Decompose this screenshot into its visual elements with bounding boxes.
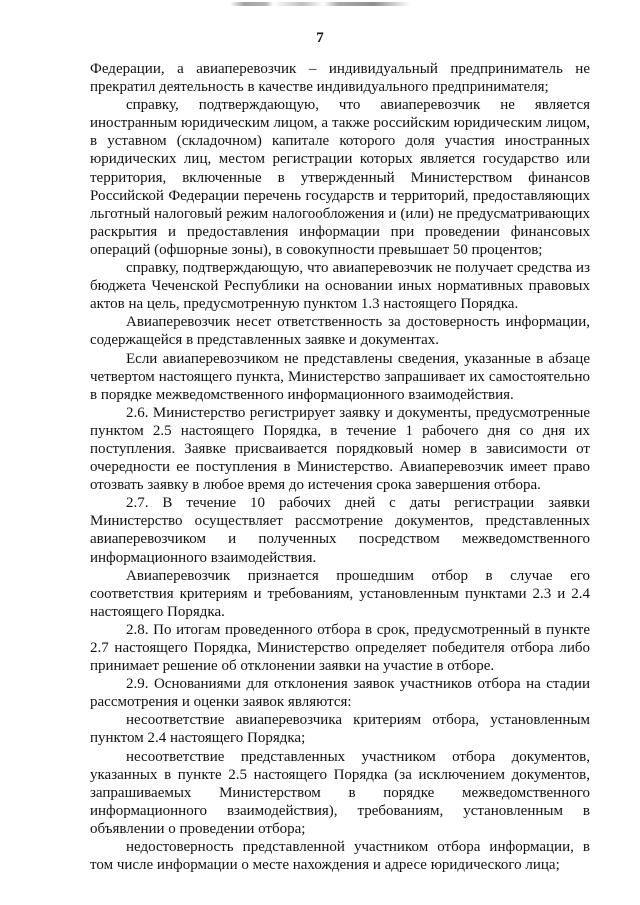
page-number: 7: [316, 30, 324, 46]
scan-artifact: [230, 2, 410, 6]
paragraph-documents-mismatch: несоответствие представленных участником отбора документов, указанных в пункте 2.5 настоящего Порядка (за исключением документов, запрашиваемых Министерством в порядке межведомственного информационного взаимодействия), требованиям, установленным в объявлении о проведении отбора;: [90, 748, 590, 837]
paragraph-2-9: 2.9. Основаниями для отклонения заявок участников отбора на стадии рассмотрения и оценки заявок являются:: [90, 676, 590, 711]
document-body: [90, 60, 590, 874]
paragraph-selection-passed: Авиаперевозчик признается прошедшим отбор в случае его соответствия критериям и требованиям, установленным пунктами 2.3 и 2.4 настоящего Порядка.: [90, 567, 590, 620]
paragraph-criteria-mismatch: несоответствие авиаперевозчика критериям отбора, установленным пунктом 2.4 настоящего Порядка;: [90, 712, 590, 747]
paragraph-2-7: 2.7. В течение 10 рабочих дней с даты регистрации заявки Министерство осуществляет рассмотрение документов, представленных авиаперевозчиком и полученных посредством межведомственного информационного взаимодействия.: [90, 495, 590, 566]
paragraph-responsibility: Авиаперевозчик несет ответственность за достоверность информации, содержащейся в представленных заявке и документах.: [90, 314, 590, 349]
paragraph-budget-certificate: справку, подтверждающую, что авиаперевозчик не получает средства из бюджета Чеченской Республики на основании иных нормативных правовых актов на цель, предусмотренную пунктом 1.3 настоящего Порядка.: [90, 260, 590, 313]
paragraph-2-6: 2.6. Министерство регистрирует заявку и документы, предусмотренные пунктом 2.5 настоящего Порядка, в течение 1 рабочего дня со дня их поступления. Заявке присваивается порядковый номер в зависимости от очередности ее поступления в Министерство. Авиаперевозчик имеет право отозвать заявку в любое время до истечения срока завершения отбора.: [90, 404, 590, 494]
paragraph-information-unreliability: недостоверность представленной участником отбора информации, в том числе информации о месте нахождения и адресе юридического лица;: [90, 839, 590, 874]
paragraph-continuation: Федерации, а авиаперевозчик – индивидуальный предприниматель не прекратил деятельность в качестве индивидуального предпринимателя;: [90, 61, 590, 96]
paragraph-2-8: 2.8. По итогам проведенного отбора в срок, предусмотренный в пункте 2.7 настоящего Порядка, Министерство определяет победителя отбора либо принимает решение об отклонении заявки на участие в отборе.: [90, 621, 590, 675]
paragraph-interagency-request: Если авиаперевозчиком не представлены сведения, указанные в абзаце четвертом настоящего пункта, Министерство запрашивает их самостоятельно в порядке межведомственного информационного взаимодействия.: [90, 350, 590, 403]
paragraph-foreign-entity-certificate: справку, подтверждающую, что авиаперевозчик не является иностранным юридическим лицом, а также российским юридическим лицом, в уставном (складочном) капитале которого доля участия иностранных юридических лиц, местом регистрации которых является государство или территория, включенные в утвержденный Министерством финансов Российской Федерации перечень государств и территорий, предоставляющих льготный налоговый режим налогообложения и (или) не предусматривающих раскрытия и предоставления информации при проведении финансовых операций (офшорные зоны), в совокупности превышает 50 процентов;: [90, 97, 590, 258]
